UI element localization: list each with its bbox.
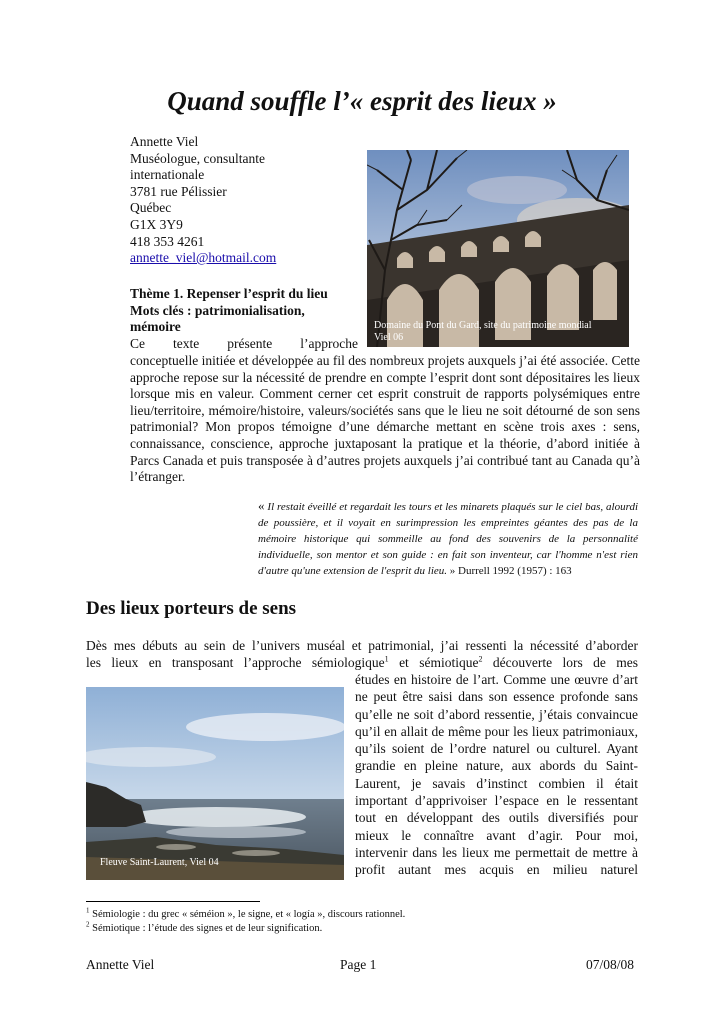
footnote-ref-2[interactable]: 2 — [478, 654, 483, 664]
paragraph-text: découverte lors de mes — [482, 654, 638, 670]
theme-line: Thème 1. Repenser l’esprit du lieu — [130, 286, 328, 301]
footnote-1 — [86, 908, 405, 922]
photo1-caption — [374, 320, 624, 344]
author-street: 3781 rue Pélissier — [130, 183, 227, 199]
footnote-divider — [86, 901, 260, 902]
footnote-ref-1[interactable]: 1 — [384, 654, 389, 664]
author-block — [130, 134, 360, 267]
author-phone: 418 353 4261 — [130, 233, 205, 249]
paragraph-line — [86, 655, 638, 672]
paragraph-text: et sémiotique — [388, 654, 479, 670]
document-title: Quand souffle l’« esprit des lieux » — [167, 86, 557, 116]
section-paragraph-start — [86, 638, 638, 671]
saint-laurent-photo — [86, 687, 344, 880]
paragraph-line: Dès mes débuts au sein de l’univers muséal et patrimonial, j’ai ressenti la nécessité d’aborder — [86, 638, 638, 653]
keywords-line: Mots clés : patrimonialisation, — [130, 302, 305, 318]
section-paragraph-side: études en histoire de l’art. Comme une œuvre d’art ne peut être saisi dans son essence profonde sans qu’elle ne soit d’abord ressentie, j’étais convaincue qu’il en allait de même pour les lieux patrimoniaux, qu’ils soient de l’ordre naturel ou culturel. Ayant grandie en pleine nature, aux abords du Saint-Laurent, je savais d’instinct combien il était important d’apprivoiser l’espace en le ressentant tout en développant des outils diversifiés pour mieux le connaître avant d’agir. Pour moi, intervenir dans les lieux me permettait de mettre à profit autant mes acquis en milieu naturel — [355, 672, 638, 878]
photo1-caption-line2: Viel 06 — [374, 332, 404, 343]
author-email-link[interactable]: annette_viel@hotmail.com — [130, 250, 277, 266]
intro-paragraph: conceptuelle initiée et développée au fil des nombreux projets auxquels j’ai été associée. Cette approche repose sur la nécessité de prendre en compte l’esprit dont sont dépositaires les lieux lorsque mis en valeur. Comment cerner cet esprit construit de rapports polysémiques entre lieu/territoire, mémoire/histoire, valeurs/sociétés sans que le lieu ne soit détourné de son sens patrimonial? Mon propos témoigne d’une démarche mettant en scène trois axes : sens, connaissance, conscience, approche juxtaposant la pratique et la théorie, d’abord initiée à Parcs Canada et puis transposée à d’autres projets auxquels j’ai contribué tant au Canada qu’à l’étranger. — [130, 353, 640, 485]
paragraph-text: les lieux en transposant l’approche sémiologique — [86, 654, 385, 670]
author-role-line1: Muséologue, consultante — [130, 150, 265, 166]
pont-du-gard-photo — [367, 150, 629, 347]
photo2-caption: Fleuve Saint-Laurent, Viel 04 — [100, 857, 219, 868]
footer-author: Annette Viel — [86, 957, 155, 972]
quote-text: Il restait éveillé et regardait les tours et les minarets plaqués sur le ciel bas, alourdi de poussière, et il voyait en surimpression les empreintes géantes des pas de la mémoire historique qui sommeille au fond des souvenirs de la personnalité individuelle, son mentor et son guide : en fait son inventeur, car l'homme n'est rien d'autre qu'une extension de l'esprit du lieu. — [258, 501, 638, 577]
quote-open-mark: « — [258, 498, 265, 513]
footnote-text: Sémiologie : du grec « séméion », le signe, et « logía », discours rationnel. — [89, 909, 406, 920]
intro-first-line: Ce texte présente l’approche — [130, 336, 358, 351]
author-postal: G1X 3Y9 — [130, 216, 183, 232]
footnotes — [86, 908, 405, 936]
author-role-line2: internationale — [130, 167, 205, 183]
footer-date: 07/08/08 — [586, 957, 635, 972]
footnote-number: 1 — [86, 906, 90, 915]
author-city: Québec — [130, 200, 172, 216]
quote-source: » Durrell 1992 (1957) : 163 — [449, 565, 572, 577]
footer-page-number: Page 1 — [340, 957, 377, 972]
photo1-caption-line1: Domaine du Pont du Gard, site du patrimoine mondial — [374, 320, 592, 331]
section-heading: Des lieux porteurs de sens — [86, 598, 297, 619]
author-name: Annette Viel — [130, 134, 199, 149]
footnote-text: Sémiotique : l’étude des signes et de leur signification. — [89, 923, 323, 934]
epigraph-quote — [258, 498, 638, 579]
keywords-line-cont: mémoire — [130, 319, 181, 335]
footnote-number: 2 — [86, 920, 90, 929]
theme-block — [130, 286, 358, 336]
footnote-2 — [86, 922, 405, 936]
